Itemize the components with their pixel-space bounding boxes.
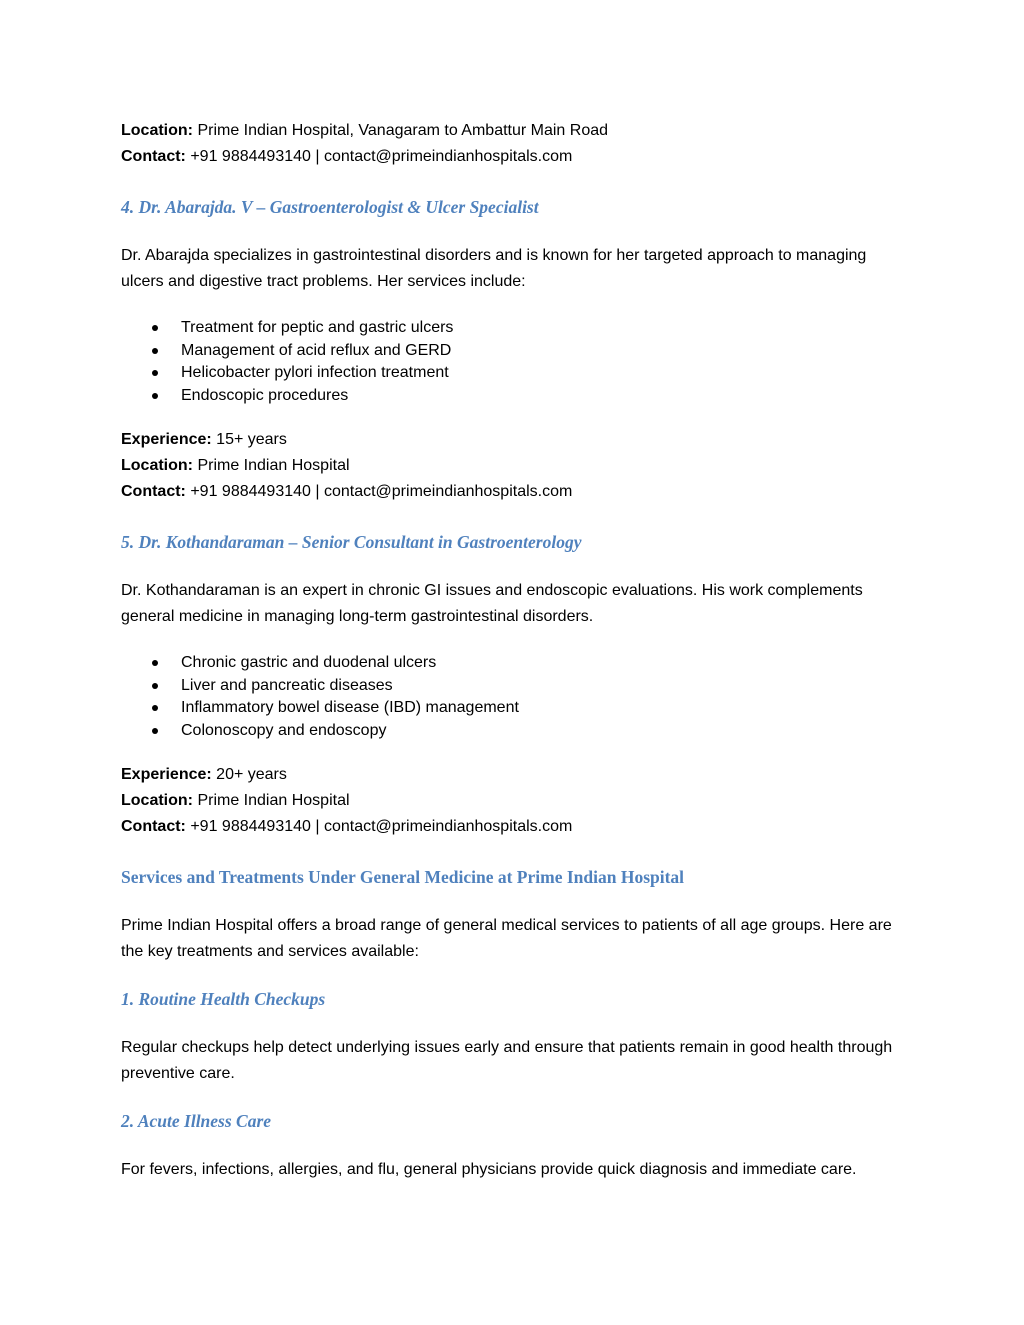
contact-value: +91 9884493140 | contact@primeindianhospitals.com xyxy=(185,148,573,165)
location-line xyxy=(121,791,911,817)
list-item: Treatment for peptic and gastric ulcers xyxy=(121,318,911,341)
experience-label: Experience: xyxy=(121,431,212,448)
location-label: Location: xyxy=(121,122,193,139)
doctor-5-section xyxy=(121,530,911,843)
location-line xyxy=(121,121,911,147)
bullet-icon xyxy=(152,660,158,666)
location-value: Prime Indian Hospital, Vanagaram to Ambattur Main Road xyxy=(193,122,609,139)
location-value: Prime Indian Hospital xyxy=(193,457,350,474)
contact-value: +91 9884493140 | contact@primeindianhospitals.com xyxy=(185,818,573,835)
service-2-text: For fevers, infections, allergies, and flu, general physicians provide quick diagnosis and immediate care. xyxy=(121,1161,857,1178)
location-label: Location: xyxy=(121,792,193,809)
doctor-5-intro: Dr. Kothandaraman is an expert in chronic GI issues and endoscopic evaluations. His work complements general medicine in managing long-term gastrointestinal disorders. xyxy=(121,582,863,625)
list-item: Inflammatory bowel disease (IBD) management xyxy=(121,698,911,721)
doctor-5-heading: 5. Dr. Kothandaraman – Senior Consultant in Gastroenterology xyxy=(121,532,582,552)
services-intro: Prime Indian Hospital offers a broad range of general medical services to patients of all age groups. Here are the key treatments and services available: xyxy=(121,917,892,960)
experience-label: Experience: xyxy=(121,766,212,783)
list-item: Colonoscopy and endoscopy xyxy=(121,721,911,744)
bullet-icon xyxy=(152,325,158,331)
contact-label: Contact: xyxy=(121,148,186,165)
doctor-5-services-list xyxy=(121,653,911,743)
list-item: Chronic gastric and duodenal ulcers xyxy=(121,653,911,676)
bullet-icon xyxy=(152,348,158,354)
document-page xyxy=(121,121,911,1183)
location-line xyxy=(121,456,911,482)
list-item: Management of acid reflux and GERD xyxy=(121,341,911,364)
contact-line xyxy=(121,817,911,843)
list-item: Liver and pancreatic diseases xyxy=(121,676,911,699)
experience-line xyxy=(121,430,911,456)
service-1-heading: 1. Routine Health Checkups xyxy=(121,989,326,1009)
doctor-4-section xyxy=(121,195,911,508)
experience-line xyxy=(121,765,911,791)
experience-value: 15+ years xyxy=(211,431,287,448)
location-label: Location: xyxy=(121,457,193,474)
doctor-4-intro: Dr. Abarajda specializes in gastrointestinal disorders and is known for her targeted approach to managing ulcers and digestive tract problems. Her services include: xyxy=(121,247,867,290)
bullet-icon xyxy=(152,370,158,376)
bullet-icon xyxy=(152,683,158,689)
location-value: Prime Indian Hospital xyxy=(193,792,350,809)
services-heading: Services and Treatments Under General Medicine at Prime Indian Hospital xyxy=(121,867,685,887)
doctor-4-services-list xyxy=(121,318,911,408)
services-section xyxy=(121,865,911,1183)
bullet-icon xyxy=(152,728,158,734)
contact-line xyxy=(121,147,911,173)
list-item: Endoscopic procedures xyxy=(121,386,911,409)
doctor-4-heading: 4. Dr. Abarajda. V – Gastroenterologist & Ulcer Specialist xyxy=(121,197,539,217)
bullet-icon xyxy=(152,393,158,399)
contact-line xyxy=(121,482,911,508)
list-item: Helicobacter pylori infection treatment xyxy=(121,363,911,386)
service-2-heading: 2. Acute Illness Care xyxy=(121,1111,272,1131)
service-1-text: Regular checkups help detect underlying issues early and ensure that patients remain in good health through preventive care. xyxy=(121,1039,893,1082)
contact-label: Contact: xyxy=(121,818,186,835)
contact-value: +91 9884493140 | contact@primeindianhospitals.com xyxy=(185,483,573,500)
bullet-icon xyxy=(152,705,158,711)
top-info xyxy=(121,121,911,173)
contact-label: Contact: xyxy=(121,483,186,500)
experience-value: 20+ years xyxy=(211,766,287,783)
